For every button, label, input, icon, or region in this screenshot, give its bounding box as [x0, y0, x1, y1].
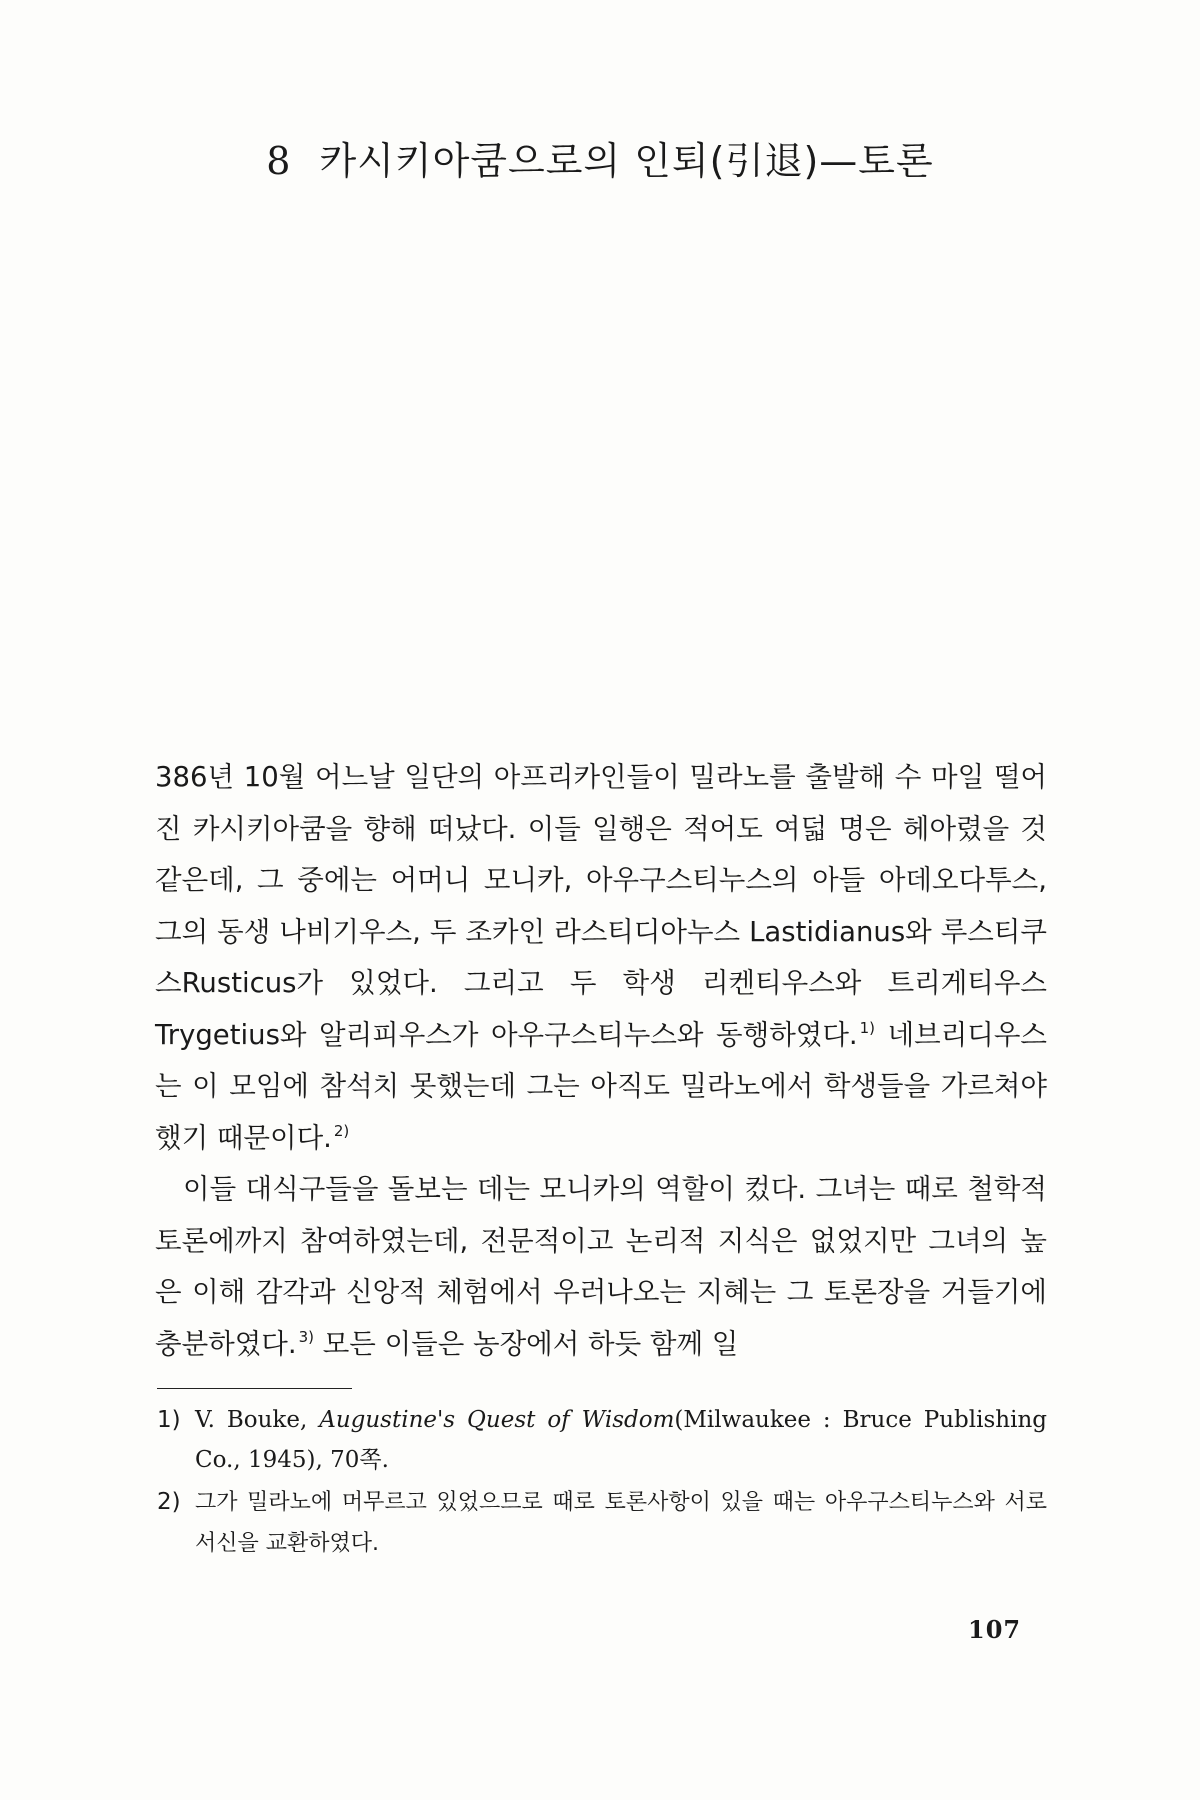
- footnote-1-number: 1): [157, 1407, 181, 1433]
- chapter-heading: [150, 130, 1050, 185]
- footnotes: [157, 1400, 1047, 1566]
- footnote-ref-2: 2): [333, 1122, 350, 1141]
- paragraph-2-text-a: 이들 대식구들을 돌보는 데는 모니카의 역할이 컸다. 그녀는 때로 철학적 토론에까지 참여하였는데, 전문적이고 논리적 지식은 없었지만 그녀의 높은 이해 감각과 신앙적 체험에서 우러나오는 지혜는 그 토론장을 거들기에 충분하였다.: [155, 1173, 1047, 1360]
- chapter-number: 8: [266, 139, 292, 183]
- chapter-title: 카시키아쿰으로의 인퇴(引退)—토론: [319, 139, 934, 183]
- body-text: [155, 752, 1047, 1370]
- footnote-ref-1: 1): [859, 1019, 876, 1038]
- footnote-1: [157, 1400, 1047, 1480]
- paragraph-1-text-a: 386년 10월 어느날 일단의 아프리카인들이 밀라노를 출발해 수 마일 떨어진 카시키아쿰을 향해 떠났다. 이들 일행은 적어도 여덟 명은 헤아렸을 것 같은데, 그 중에는 어머니 모니카, 아우구스티누스의 아들 아데오다투스, 그의 동생 나비기우스, 두 조카인 라스티디아누스 Lastidianus와 루스티쿠스Rusticus가 있었다. 그리고 두 학생 리켄티우스와 트리게티우스Trygetius와 알리피우스가 아우구스티누스와 동행하였다.: [155, 761, 1047, 1051]
- footnote-divider: [157, 1388, 352, 1389]
- footnote-2: [157, 1482, 1047, 1564]
- paragraph-2: [155, 1164, 1047, 1370]
- footnote-2-text: 그가 밀라노에 머무르고 있었으므로 때로 토론사항이 있을 때는 아우구스티누스와 서로 서신을 교환하였다.: [195, 1490, 1047, 1556]
- footnote-1-author: V. Bouke,: [195, 1407, 320, 1433]
- page-number: 107: [968, 1615, 1022, 1644]
- paragraph-2-text-b: 모든 이들은 농장에서 하듯 함께 일: [313, 1327, 739, 1360]
- paragraph-1-text-b: 네브리디우스는 이 모임에 참석치 못했는데 그는 아직도 밀라노에서 학생들을 가르쳐야 했기 때문이다.: [155, 1018, 1048, 1154]
- footnote-1-publication: (Milwaukee : Bruce Publishing Co., 1945), 70쪽.: [195, 1407, 1047, 1473]
- footnote-ref-3: 3): [298, 1328, 314, 1347]
- footnote-1-book-title: Augustine's Quest of Wisdom: [319, 1407, 675, 1433]
- paragraph-1: [155, 752, 1047, 1164]
- footnote-2-number: 2): [157, 1489, 181, 1515]
